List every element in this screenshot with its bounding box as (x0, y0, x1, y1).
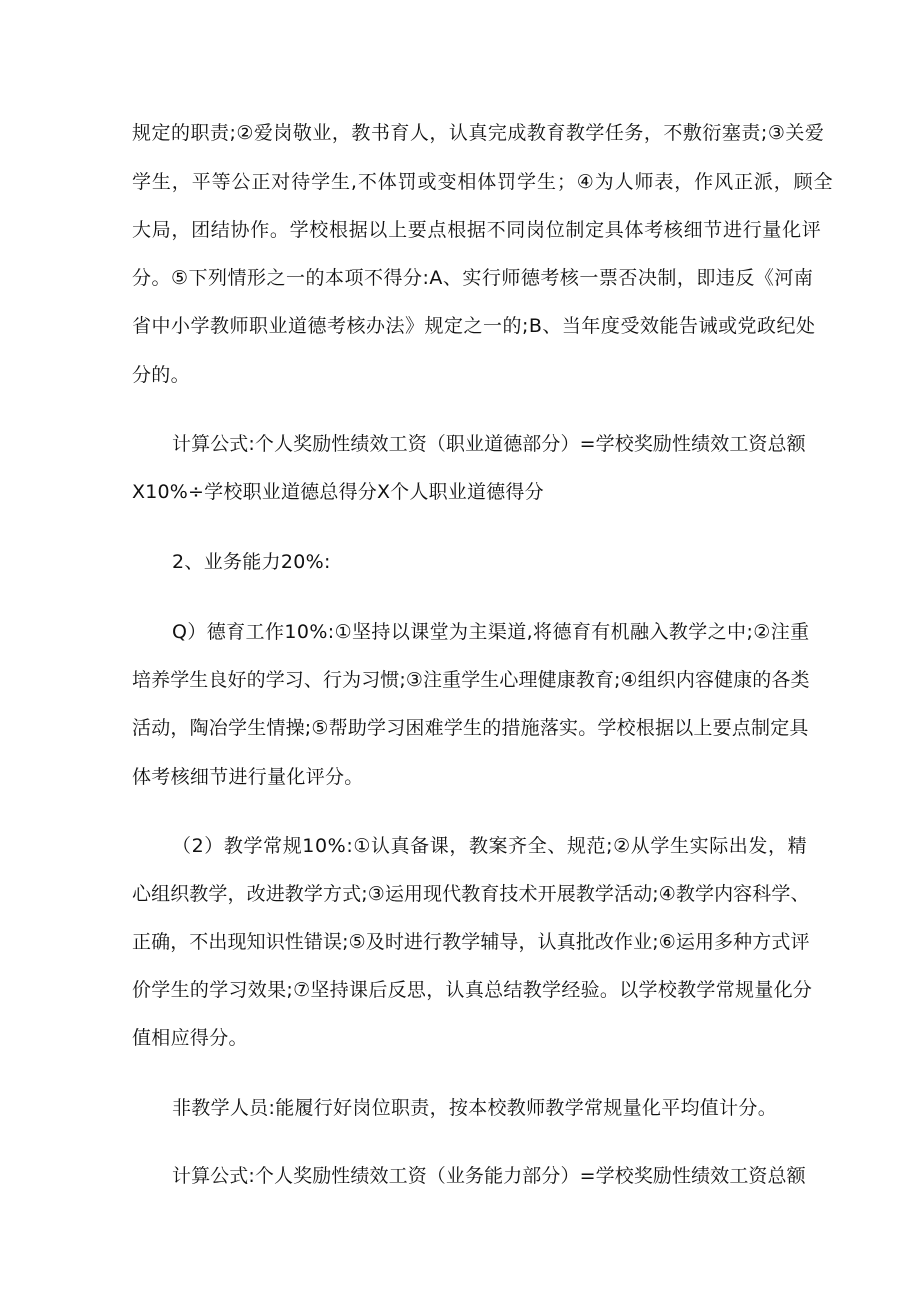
text-line: 规定的职责;②爱岗敬业，教书育人，认真完成教育教学任务，不敷衍塞责;③关爱 (132, 122, 825, 144)
text-line: 非教学人员:能履行好岗位职责，按本校教师教学常规量化平均值计分。 (172, 1097, 778, 1119)
text-line: 心组织教学，改进教学方式;③运用现代教育技术开展教学活动;④教学内容科学、 (132, 883, 810, 905)
text-line: 省中小学教师职业道德考核办法》规定之一的;B、当年度受效能告诫或党政纪处 (132, 315, 816, 337)
text-line: 价学生的学习效果;⑦坚持课后反思，认真总结教学经验。以学校教学常规量化分 (132, 979, 813, 1001)
text-line: （2）教学常规10%:①认真备课，教案齐全、规范;②从学生实际出发，精 (172, 835, 808, 857)
text-line: 大局，团结协作。学校根据以上要点根据不同岗位制定具体考核细节进行量化评 (132, 219, 822, 241)
text-line: 值相应得分。 (132, 1027, 248, 1049)
text-line: 学生，平等公正对待学生,不体罚或变相体罚学生；④为人师表，作风正派，顾全 (132, 171, 834, 193)
text-line: 计算公式:个人奖励性绩效工资（职业道德部分）=学校奖励性绩效工资总额 (172, 433, 806, 455)
text-line: 培养学生良好的学习、行为习惯;③注重学生心理健康教育;④组织内容健康的各类 (132, 669, 810, 691)
text-line: Q）德育工作10%:①坚持以课堂为主渠道,将德育有机融入教学之中;②注重 (172, 621, 810, 643)
text-line: 体考核细节进行量化评分。 (132, 766, 364, 788)
text-line: X10%÷学校职业道德总得分X个人职业道德得分 (132, 481, 544, 503)
text-line: 正确，不出现知识性错误;⑤及时进行教学辅导，认真批改作业;⑥运用多种方式评 (132, 931, 810, 953)
text-line: 分的。 (132, 364, 190, 386)
text-line: 活动，陶冶学生情操;⑤帮助学习困难学生的措施落实。学校根据以上要点制定具 (132, 717, 809, 739)
text-line: 计算公式:个人奖励性绩效工资（业务能力部分）=学校奖励性绩效工资总额 (172, 1165, 806, 1187)
text-line: 2、业务能力20%: (172, 551, 331, 573)
text-line: 分。⑤下列情形之一的本项不得分:A、实行师德考核一票否决制，即违反《河南 (132, 267, 814, 289)
